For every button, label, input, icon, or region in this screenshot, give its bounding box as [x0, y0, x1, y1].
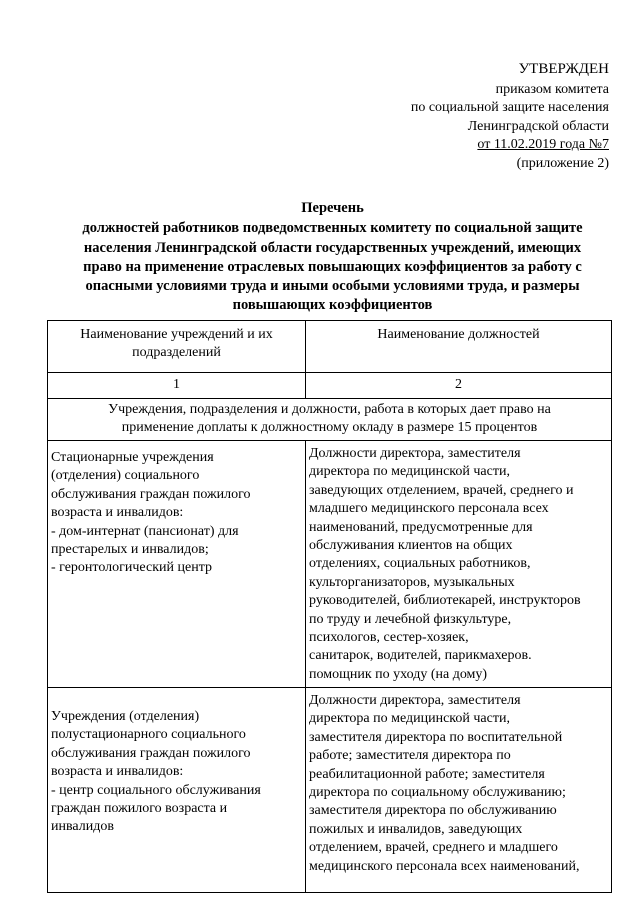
approval-line: Ленинградской области [467, 118, 609, 134]
table-header-row [48, 321, 612, 373]
title-line: опасными условиями труда и иными особыми условиями труда, и размеры [85, 278, 580, 295]
column-number: 2 [306, 373, 612, 399]
column-header-institutions: Наименование учреждений и их подразделений [48, 321, 306, 373]
approval-line: по социальной защите населения [410, 100, 609, 116]
title-line: населения Ленинградской области государственных учреждений, имеющих [83, 239, 582, 256]
title-heading: Перечень [301, 200, 364, 216]
approval-heading: УТВЕРЖДЕН [518, 61, 609, 77]
approval-line: (приложение 2) [516, 155, 609, 171]
column-number: 1 [48, 373, 306, 399]
column-header-positions: Наименование должностей [306, 321, 612, 373]
positions-cell: Должности директора, заместителя директора по медицинской части, заместителя директора по воспитательной работе; заместителя директора по реабилитационной работе; заместителя директора по социальному обслуживанию; заместителя директора по обслуживанию пожилых и инвалидов, заведующих отделением, врачей, среднего и младшего медицинского персонала всех наименований, [306, 688, 612, 893]
table-row [48, 688, 612, 893]
institution-cell: Учреждения (отделения) полустационарного социального обслуживания граждан пожилого возраста и инвалидов: - центр социального обслуживания граждан пожилого возраста и инвалидов [48, 688, 306, 893]
positions-table [47, 320, 612, 893]
title-line: повышающих коэффициентов [232, 297, 433, 314]
column-number-row [48, 373, 612, 399]
positions-cell: Должности директора, заместителя директора по медицинской части, заведующих отделением, врачей, среднего и младшего медицинского персонала всех наименований, предусмотренные для обслуживания клиентов на общих отделениях, социальных работников, культорганизаторов, музыкальных руководителей, библиотекарей, инструкторов по труду и лечебной физкультуре, психологов, сестер-хозяек, санитарок, водителей, парикмахеров. помощник по уходу (на дому) [306, 441, 612, 688]
table-row [48, 441, 612, 688]
institution-cell: Стационарные учреждения (отделения) социального обслуживания граждан пожилого возраста и инвалидов: - дом-интернат (пансионат) для престарелых и инвалидов; - геронтологический центр [48, 441, 306, 688]
document-title [60, 199, 605, 316]
title-line: должностей работников подведомственных комитету по социальной защите [82, 220, 583, 237]
section-heading: Учреждения, подразделения и должности, работа в которых дает право на применение доплаты к должностному окладу в размере 15 процентов [48, 399, 612, 441]
approval-line: приказом комитета [495, 81, 609, 97]
title-line: право на применение отраслевых повышающих коэффициентов за работу с [83, 258, 582, 275]
approval-order-date: от 11.02.2019 года №7 [477, 137, 609, 153]
section-row [48, 399, 612, 441]
approval-stamp [411, 60, 609, 174]
